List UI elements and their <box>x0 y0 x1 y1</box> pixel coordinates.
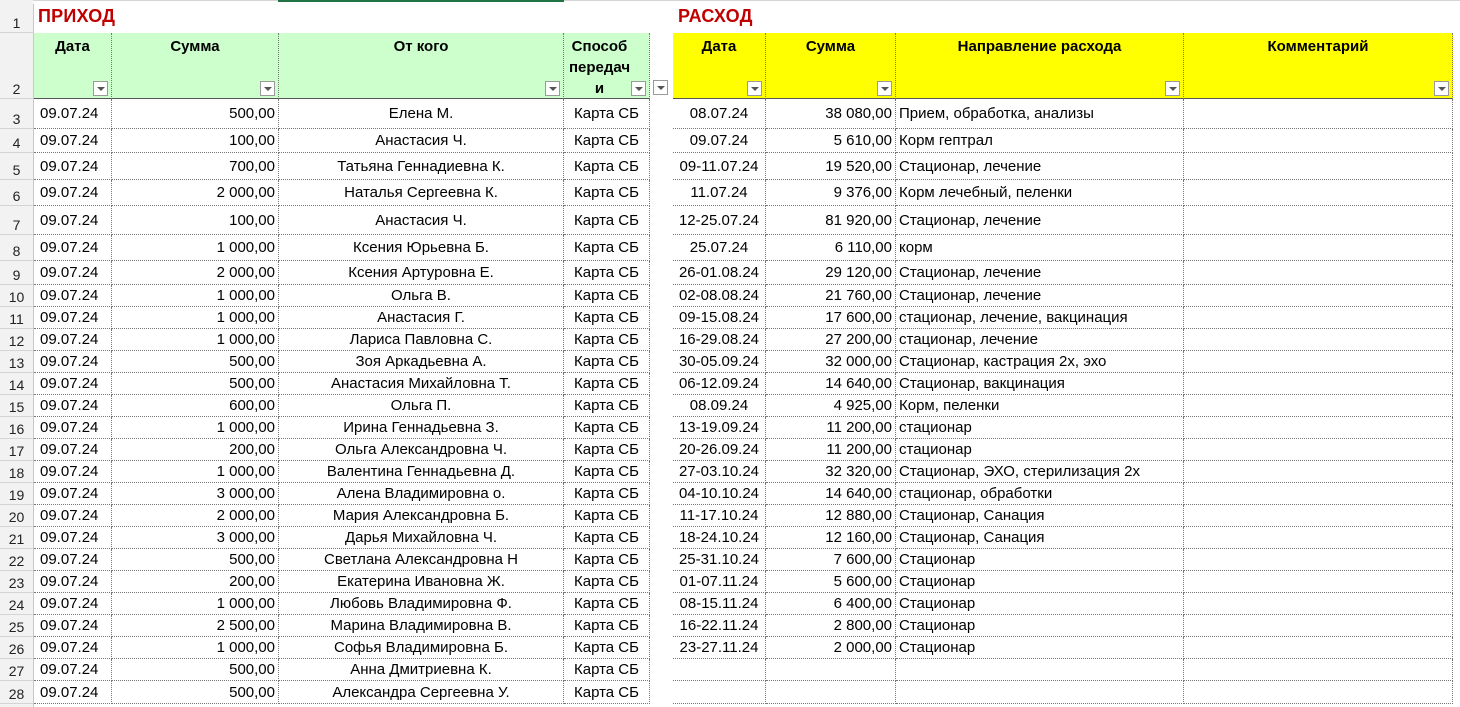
expense-header-amount <box>766 33 896 99</box>
income-method-cell[interactable]: Карта СБ <box>564 549 650 571</box>
expense-comment-cell[interactable] <box>1184 129 1453 153</box>
expense-comment-cell[interactable] <box>1184 261 1453 285</box>
row-number[interactable]: 27 <box>0 659 33 681</box>
expense-comment-cell[interactable] <box>1184 329 1453 351</box>
expense-amount-cell[interactable]: 4 925,00 <box>766 395 896 417</box>
income-amount-cell[interactable]: 2 000,00 <box>112 261 279 285</box>
income-date-cell[interactable]: 09.07.24 <box>34 615 112 637</box>
expense-direction-cell[interactable]: стационар <box>896 439 1184 461</box>
expense-comment-cell[interactable] <box>1184 351 1453 373</box>
expense-direction-cell[interactable]: корм <box>896 235 1184 261</box>
income-from-cell[interactable]: Елена М. <box>279 99 564 129</box>
expense-date-cell[interactable]: 23-27.11.24 <box>673 637 766 659</box>
income-amount-cell[interactable]: 2 500,00 <box>112 615 279 637</box>
expense-date-cell[interactable]: 16-29.08.24 <box>673 329 766 351</box>
expense-comment-cell[interactable] <box>1184 235 1453 261</box>
expense-direction-cell[interactable]: Стационар, лечение <box>896 153 1184 180</box>
row-number[interactable]: 9 <box>0 261 33 285</box>
filter-dropdown-button[interactable] <box>653 80 668 95</box>
income-amount-cell[interactable]: 1 000,00 <box>112 235 279 261</box>
row-number[interactable]: 12 <box>0 329 33 351</box>
expense-comment-cell[interactable] <box>1184 549 1453 571</box>
income-amount-cell[interactable]: 200,00 <box>112 439 279 461</box>
income-method-cell[interactable]: Карта СБ <box>564 483 650 505</box>
income-date-cell[interactable]: 09.07.24 <box>34 461 112 483</box>
income-date-cell[interactable]: 09.07.24 <box>34 285 112 307</box>
income-from-cell[interactable]: Лариса Павловна С. <box>279 329 564 351</box>
income-from-cell[interactable]: Татьяна Геннадиевна К. <box>279 153 564 180</box>
income-from-cell[interactable]: Дарья Михайловна Ч. <box>279 527 564 549</box>
filter-dropdown-button[interactable] <box>747 81 762 96</box>
row-number[interactable]: 11 <box>0 307 33 329</box>
expense-date-cell[interactable]: 20-26.09.24 <box>673 439 766 461</box>
expense-direction-cell[interactable]: Стационар, ЭХО, стерилизация 2х <box>896 461 1184 483</box>
expense-direction-cell[interactable]: стационар, лечение, вакцинация <box>896 307 1184 329</box>
expense-comment-cell[interactable] <box>1184 439 1453 461</box>
income-method-cell[interactable]: Карта СБ <box>564 637 650 659</box>
expense-amount-cell[interactable]: 2 800,00 <box>766 615 896 637</box>
expense-date-cell[interactable]: 08-15.11.24 <box>673 593 766 615</box>
income-date-cell[interactable]: 09.07.24 <box>34 659 112 681</box>
expense-comment-cell[interactable] <box>1184 395 1453 417</box>
expense-direction-cell[interactable]: Прием, обработка, анализы <box>896 99 1184 129</box>
income-amount-cell[interactable]: 2 000,00 <box>112 505 279 527</box>
income-method-cell[interactable]: Карта СБ <box>564 659 650 681</box>
expense-date-cell[interactable]: 02-08.08.24 <box>673 285 766 307</box>
expense-comment-cell[interactable] <box>1184 593 1453 615</box>
filter-dropdown-button[interactable] <box>877 81 892 96</box>
income-date-cell[interactable]: 09.07.24 <box>34 99 112 129</box>
row-number[interactable]: 21 <box>0 527 33 549</box>
expense-amount-cell[interactable]: 14 640,00 <box>766 373 896 395</box>
income-method-cell[interactable]: Карта СБ <box>564 307 650 329</box>
income-from-cell[interactable]: Ольга Александровна Ч. <box>279 439 564 461</box>
expense-amount-cell[interactable]: 32 000,00 <box>766 351 896 373</box>
income-date-cell[interactable]: 09.07.24 <box>34 395 112 417</box>
income-amount-cell[interactable]: 500,00 <box>112 681 279 704</box>
income-amount-cell[interactable]: 200,00 <box>112 571 279 593</box>
expense-date-cell[interactable]: 09.07.24 <box>673 129 766 153</box>
column-header-strip <box>33 0 1460 4</box>
expense-date-cell[interactable]: 30-05.09.24 <box>673 351 766 373</box>
income-from-cell[interactable]: Александра Сергеевна У. <box>279 681 564 704</box>
row-number[interactable]: 20 <box>0 505 33 527</box>
expense-direction-cell[interactable]: стационар, лечение <box>896 329 1184 351</box>
income-method-cell[interactable]: Карта СБ <box>564 417 650 439</box>
expense-date-cell[interactable]: 27-03.10.24 <box>673 461 766 483</box>
income-date-cell[interactable]: 09.07.24 <box>34 373 112 395</box>
income-method-cell[interactable]: Карта СБ <box>564 615 650 637</box>
expense-amount-cell[interactable]: 32 320,00 <box>766 461 896 483</box>
filter-dropdown-button[interactable] <box>93 81 108 96</box>
income-amount-cell[interactable]: 700,00 <box>112 153 279 180</box>
income-amount-cell[interactable]: 2 000,00 <box>112 180 279 206</box>
income-date-cell[interactable]: 09.07.24 <box>34 351 112 373</box>
expense-direction-cell[interactable]: Стационар, Санация <box>896 505 1184 527</box>
row-number[interactable]: 10 <box>0 285 33 307</box>
income-method-cell[interactable]: Карта СБ <box>564 285 650 307</box>
income-method-cell[interactable]: Карта СБ <box>564 235 650 261</box>
income-date-cell[interactable]: 09.07.24 <box>34 439 112 461</box>
expense-direction-cell[interactable]: Корм лечебный, пеленки <box>896 180 1184 206</box>
expense-date-cell[interactable]: 08.09.24 <box>673 395 766 417</box>
income-date-cell[interactable]: 09.07.24 <box>34 483 112 505</box>
expense-date-cell[interactable]: 09-11.07.24 <box>673 153 766 180</box>
income-date-cell[interactable]: 09.07.24 <box>34 571 112 593</box>
filter-dropdown-button[interactable] <box>260 81 275 96</box>
income-amount-cell[interactable]: 1 000,00 <box>112 461 279 483</box>
income-from-cell[interactable]: Софья Владимировна Б. <box>279 637 564 659</box>
income-from-cell[interactable]: Наталья Сергеевна К. <box>279 180 564 206</box>
expense-date-cell[interactable] <box>673 681 766 704</box>
expense-amount-cell[interactable]: 11 200,00 <box>766 439 896 461</box>
expense-direction-cell[interactable]: Стационар, Санация <box>896 527 1184 549</box>
expense-direction-cell[interactable] <box>896 681 1184 704</box>
row-number[interactable]: 8 <box>0 235 33 261</box>
expense-date-cell[interactable]: 26-01.08.24 <box>673 261 766 285</box>
income-from-cell[interactable]: Валентина Геннадьевна Д. <box>279 461 564 483</box>
income-from-cell[interactable]: Анна Дмитриевна К. <box>279 659 564 681</box>
income-method-cell[interactable]: Карта СБ <box>564 206 650 235</box>
expense-amount-cell[interactable]: 81 920,00 <box>766 206 896 235</box>
expense-header-date-label: Дата <box>701 38 737 55</box>
income-method-cell[interactable]: Карта СБ <box>564 593 650 615</box>
income-from-cell[interactable]: Алена Владимировна о. <box>279 483 564 505</box>
income-date-cell[interactable]: 09.07.24 <box>34 527 112 549</box>
expense-comment-cell[interactable] <box>1184 417 1453 439</box>
expense-date-cell[interactable]: 16-22.11.24 <box>673 615 766 637</box>
income-amount-cell[interactable]: 500,00 <box>112 659 279 681</box>
expense-header-direction <box>896 33 1184 99</box>
expense-amount-cell[interactable]: 7 600,00 <box>766 549 896 571</box>
row-number[interactable]: 1 <box>0 0 33 33</box>
income-header-amount <box>112 33 279 99</box>
expense-header-amount-label: Сумма <box>805 38 856 55</box>
income-method-cell[interactable]: Карта СБ <box>564 129 650 153</box>
income-amount-cell[interactable]: 3 000,00 <box>112 527 279 549</box>
selected-column-indicator <box>278 0 564 2</box>
row-number[interactable]: 6 <box>0 180 33 206</box>
expense-amount-cell[interactable]: 12 880,00 <box>766 505 896 527</box>
expense-amount-cell[interactable]: 6 110,00 <box>766 235 896 261</box>
row-number[interactable]: 19 <box>0 483 33 505</box>
income-date-cell[interactable]: 09.07.24 <box>34 180 112 206</box>
expense-title: РАСХОД <box>678 6 753 26</box>
income-amount-cell[interactable]: 600,00 <box>112 395 279 417</box>
income-header-amount-label: Сумма <box>170 38 220 55</box>
expense-amount-cell[interactable]: 11 200,00 <box>766 417 896 439</box>
expense-comment-cell[interactable] <box>1184 206 1453 235</box>
income-date-cell[interactable]: 09.07.24 <box>34 307 112 329</box>
income-date-cell[interactable]: 09.07.24 <box>34 505 112 527</box>
expense-amount-cell[interactable]: 2 000,00 <box>766 637 896 659</box>
expense-direction-cell[interactable]: Стационар <box>896 549 1184 571</box>
income-method-cell[interactable]: Карта СБ <box>564 180 650 206</box>
income-method-cell[interactable]: Карта СБ <box>564 571 650 593</box>
expense-date-cell[interactable]: 25-31.10.24 <box>673 549 766 571</box>
income-date-cell[interactable]: 09.07.24 <box>34 235 112 261</box>
expense-comment-cell[interactable] <box>1184 637 1453 659</box>
income-title: ПРИХОД <box>38 6 116 26</box>
income-header-date-label: Дата <box>55 38 90 55</box>
expense-direction-cell[interactable]: Стационар <box>896 615 1184 637</box>
expense-direction-cell[interactable]: Стационар, вакцинация <box>896 373 1184 395</box>
row-number[interactable]: 4 <box>0 129 33 153</box>
income-header-from-label: От кого <box>393 38 449 55</box>
expense-amount-cell[interactable]: 12 160,00 <box>766 527 896 549</box>
expense-date-cell[interactable]: 11.07.24 <box>673 180 766 206</box>
income-from-cell[interactable]: Ксения Юрьевна Б. <box>279 235 564 261</box>
row-number[interactable]: 7 <box>0 206 33 235</box>
income-method-cell[interactable]: Карта СБ <box>564 461 650 483</box>
expense-direction-cell[interactable]: Корм гептрал <box>896 129 1184 153</box>
income-date-cell[interactable]: 09.07.24 <box>34 637 112 659</box>
expense-date-cell[interactable]: 09-15.08.24 <box>673 307 766 329</box>
income-date-cell[interactable]: 09.07.24 <box>34 153 112 180</box>
expense-direction-cell[interactable]: Стационар, лечение <box>896 206 1184 235</box>
expense-date-cell[interactable]: 04-10.10.24 <box>673 483 766 505</box>
expense-date-cell[interactable]: 12-25.07.24 <box>673 206 766 235</box>
filter-dropdown-button[interactable] <box>1434 81 1449 96</box>
income-from-cell[interactable]: Анастасия Ч. <box>279 206 564 235</box>
income-method-cell[interactable]: Карта СБ <box>564 439 650 461</box>
income-from-cell[interactable]: Марина Владимировна В. <box>279 615 564 637</box>
income-date-cell[interactable]: 09.07.24 <box>34 261 112 285</box>
income-amount-cell[interactable]: 1 000,00 <box>112 417 279 439</box>
income-from-cell[interactable]: Ольга П. <box>279 395 564 417</box>
expense-date-cell[interactable] <box>673 659 766 681</box>
expense-direction-cell[interactable]: стационар <box>896 417 1184 439</box>
expense-header-comment-label: Комментарий <box>1267 38 1369 55</box>
filter-dropdown-button[interactable] <box>545 81 560 96</box>
filter-dropdown-button[interactable] <box>1165 81 1180 96</box>
row-number[interactable]: 15 <box>0 395 33 417</box>
expense-amount-cell[interactable]: 5 600,00 <box>766 571 896 593</box>
income-amount-cell[interactable]: 500,00 <box>112 549 279 571</box>
expense-date-cell[interactable]: 08.07.24 <box>673 99 766 129</box>
income-amount-cell[interactable]: 1 000,00 <box>112 593 279 615</box>
expense-direction-cell[interactable]: Корм, пеленки <box>896 395 1184 417</box>
expense-date-cell[interactable]: 01-07.11.24 <box>673 571 766 593</box>
income-method-cell[interactable]: Карта СБ <box>564 395 650 417</box>
expense-comment-cell[interactable] <box>1184 373 1453 395</box>
row-number[interactable]: 18 <box>0 461 33 483</box>
expense-direction-cell[interactable] <box>896 659 1184 681</box>
expense-date-cell[interactable]: 18-24.10.24 <box>673 527 766 549</box>
row-number[interactable]: 23 <box>0 571 33 593</box>
expense-comment-cell[interactable] <box>1184 461 1453 483</box>
expense-comment-cell[interactable] <box>1184 681 1453 704</box>
expense-comment-cell[interactable] <box>1184 527 1453 549</box>
expense-direction-cell[interactable]: стационар, обработки <box>896 483 1184 505</box>
expense-date-cell[interactable]: 11-17.10.24 <box>673 505 766 527</box>
expense-comment-cell[interactable] <box>1184 307 1453 329</box>
income-date-cell[interactable]: 09.07.24 <box>34 681 112 704</box>
expense-amount-cell[interactable]: 14 640,00 <box>766 483 896 505</box>
income-date-cell[interactable]: 09.07.24 <box>34 593 112 615</box>
income-method-cell[interactable]: Карта СБ <box>564 373 650 395</box>
income-method-cell[interactable]: Карта СБ <box>564 527 650 549</box>
income-from-cell[interactable]: Анастасия Ч. <box>279 129 564 153</box>
income-from-cell[interactable]: Екатерина Ивановна Ж. <box>279 571 564 593</box>
expense-direction-cell[interactable]: Стационар <box>896 571 1184 593</box>
expense-amount-cell[interactable]: 9 376,00 <box>766 180 896 206</box>
expense-date-cell[interactable]: 06-12.09.24 <box>673 373 766 395</box>
expense-direction-cell[interactable]: Стационар <box>896 593 1184 615</box>
expense-amount-cell[interactable] <box>766 659 896 681</box>
row-number[interactable]: 13 <box>0 351 33 373</box>
income-amount-cell[interactable]: 500,00 <box>112 373 279 395</box>
expense-direction-cell[interactable]: Стационар, лечение <box>896 285 1184 307</box>
row-number[interactable]: 22 <box>0 549 33 571</box>
income-from-cell[interactable]: Мария Александровна Б. <box>279 505 564 527</box>
expense-comment-cell[interactable] <box>1184 615 1453 637</box>
income-method-cell[interactable]: Карта СБ <box>564 153 650 180</box>
income-method-cell[interactable]: Карта СБ <box>564 261 650 285</box>
expense-comment-cell[interactable] <box>1184 483 1453 505</box>
income-amount-cell[interactable]: 1 000,00 <box>112 285 279 307</box>
income-method-cell[interactable]: Карта СБ <box>564 351 650 373</box>
filter-dropdown-button[interactable] <box>631 81 646 96</box>
income-from-cell[interactable]: Любовь Владимировна Ф. <box>279 593 564 615</box>
expense-header-date <box>673 33 766 99</box>
income-amount-cell[interactable]: 100,00 <box>112 129 279 153</box>
expense-header-comment <box>1184 33 1453 99</box>
row-number[interactable]: 3 <box>0 99 33 129</box>
income-method-cell[interactable]: Карта СБ <box>564 505 650 527</box>
row-number[interactable]: 2 <box>0 33 33 99</box>
income-date-cell[interactable]: 09.07.24 <box>34 549 112 571</box>
expense-comment-cell[interactable] <box>1184 285 1453 307</box>
income-header-method-label: Способ передач и <box>568 38 631 97</box>
income-from-cell[interactable]: Светлана Александровна Н <box>279 549 564 571</box>
income-method-cell[interactable]: Карта СБ <box>564 681 650 704</box>
income-amount-cell[interactable]: 3 000,00 <box>112 483 279 505</box>
expense-date-cell[interactable]: 25.07.24 <box>673 235 766 261</box>
row-number[interactable]: 28 <box>0 681 33 704</box>
income-header-date <box>34 33 112 99</box>
expense-amount-cell[interactable]: 27 200,00 <box>766 329 896 351</box>
income-from-cell[interactable]: Ирина Геннадьевна З. <box>279 417 564 439</box>
income-amount-cell[interactable]: 1 000,00 <box>112 329 279 351</box>
expense-comment-cell[interactable] <box>1184 659 1453 681</box>
expense-amount-cell[interactable]: 6 400,00 <box>766 593 896 615</box>
row-number[interactable]: 17 <box>0 439 33 461</box>
expense-comment-cell[interactable] <box>1184 180 1453 206</box>
income-from-cell[interactable]: Анастасия Г. <box>279 307 564 329</box>
expense-direction-cell[interactable]: Стационар <box>896 637 1184 659</box>
expense-direction-cell[interactable]: Стационар, кастрация 2х, эхо <box>896 351 1184 373</box>
income-amount-cell[interactable]: 1 000,00 <box>112 637 279 659</box>
income-date-cell[interactable]: 09.07.24 <box>34 329 112 351</box>
expense-amount-cell[interactable] <box>766 681 896 704</box>
income-header-method <box>564 33 650 99</box>
expense-amount-cell[interactable]: 19 520,00 <box>766 153 896 180</box>
row-number[interactable]: 14 <box>0 373 33 395</box>
income-amount-cell[interactable]: 500,00 <box>112 99 279 129</box>
expense-amount-cell[interactable]: 21 760,00 <box>766 285 896 307</box>
expense-direction-cell[interactable]: Стационар, лечение <box>896 261 1184 285</box>
row-number[interactable]: 25 <box>0 615 33 637</box>
expense-amount-cell[interactable]: 29 120,00 <box>766 261 896 285</box>
row-number[interactable]: 5 <box>0 153 33 180</box>
income-from-cell[interactable]: Анастасия Михайловна Т. <box>279 373 564 395</box>
expense-comment-cell[interactable] <box>1184 99 1453 129</box>
row-number[interactable]: 26 <box>0 637 33 659</box>
income-date-cell[interactable]: 09.07.24 <box>34 129 112 153</box>
expense-date-cell[interactable]: 13-19.09.24 <box>673 417 766 439</box>
expense-amount-cell[interactable]: 38 080,00 <box>766 99 896 129</box>
income-from-cell[interactable]: Ольга В. <box>279 285 564 307</box>
income-header-from <box>279 33 564 99</box>
income-method-cell[interactable]: Карта СБ <box>564 99 650 129</box>
income-from-cell[interactable]: Ксения Артуровна Е. <box>279 261 564 285</box>
income-amount-cell[interactable]: 1 000,00 <box>112 307 279 329</box>
income-from-cell[interactable]: Зоя Аркадьевна А. <box>279 351 564 373</box>
income-date-cell[interactable]: 09.07.24 <box>34 417 112 439</box>
expense-amount-cell[interactable]: 17 600,00 <box>766 307 896 329</box>
row-number[interactable]: 24 <box>0 593 33 615</box>
income-date-cell[interactable]: 09.07.24 <box>34 206 112 235</box>
income-amount-cell[interactable]: 100,00 <box>112 206 279 235</box>
income-method-cell[interactable]: Карта СБ <box>564 329 650 351</box>
expense-comment-cell[interactable] <box>1184 505 1453 527</box>
expense-comment-cell[interactable] <box>1184 153 1453 180</box>
expense-header-direction-label: Направление расхода <box>957 38 1122 55</box>
income-amount-cell[interactable]: 500,00 <box>112 351 279 373</box>
expense-comment-cell[interactable] <box>1184 571 1453 593</box>
row-number[interactable]: 16 <box>0 417 33 439</box>
expense-amount-cell[interactable]: 5 610,00 <box>766 129 896 153</box>
